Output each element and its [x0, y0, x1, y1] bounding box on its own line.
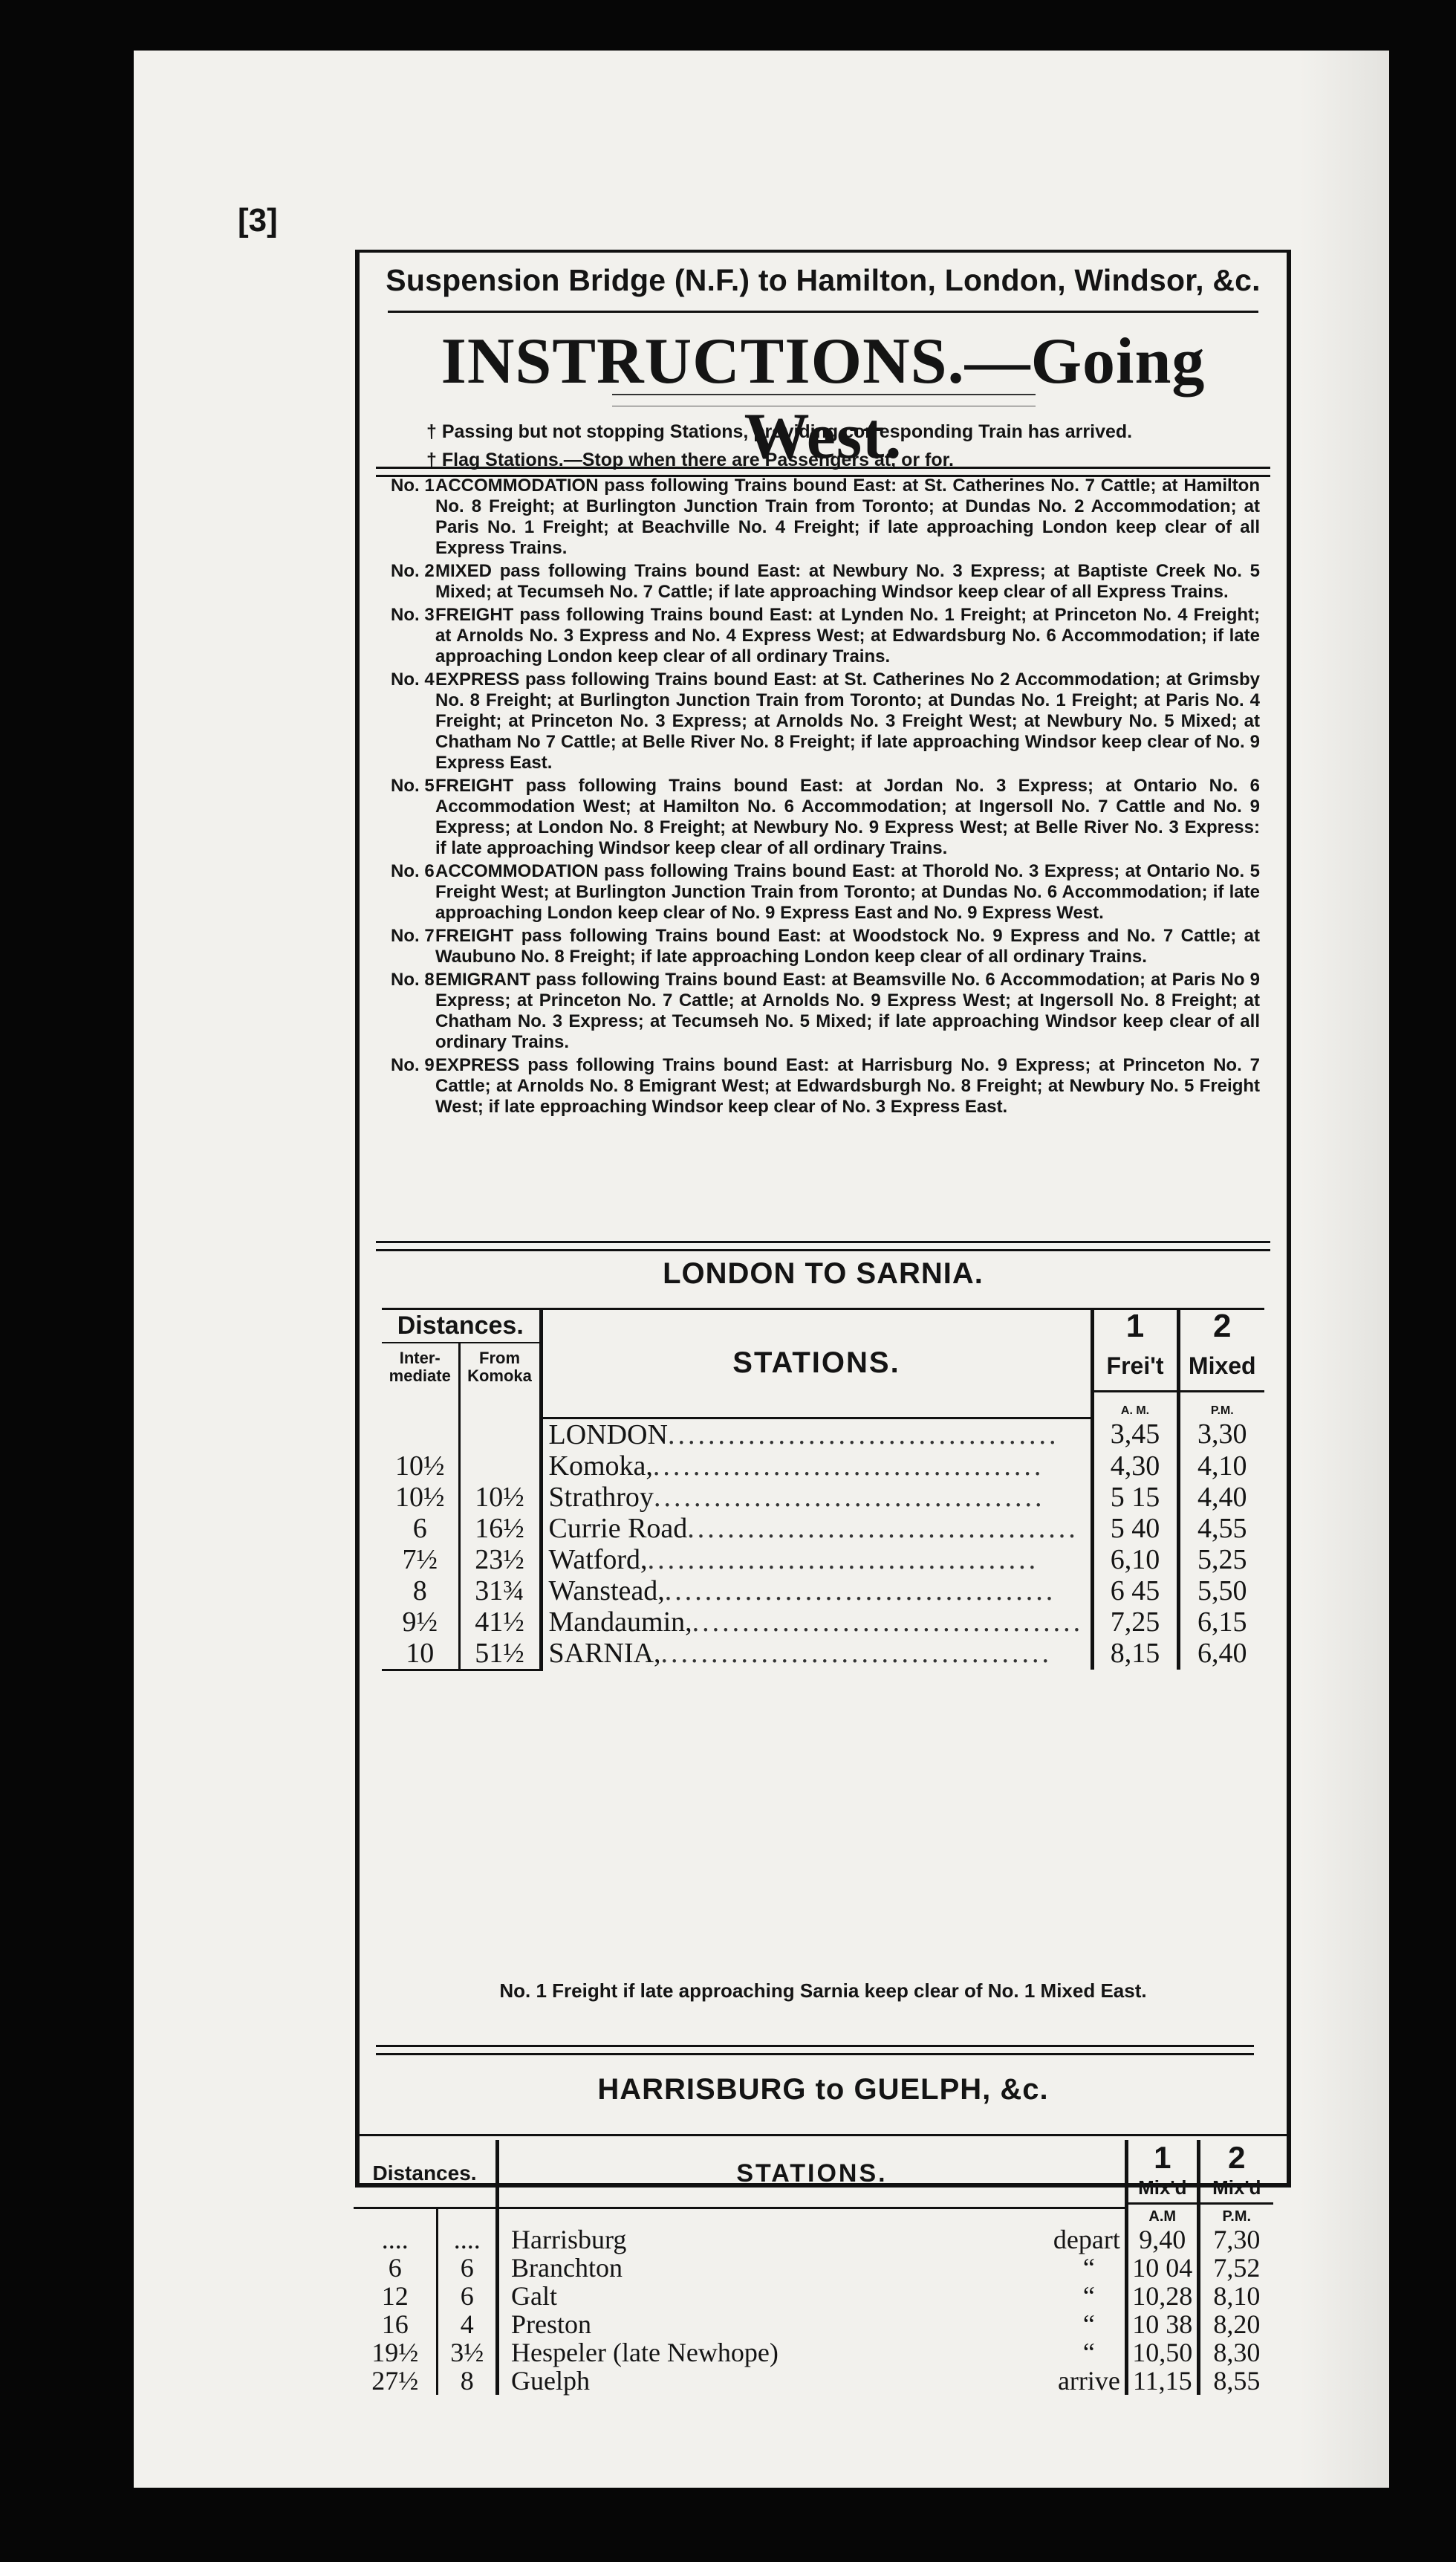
- train-2-time: 4,10: [1178, 1450, 1264, 1482]
- train-1-header: [1126, 2140, 1198, 2208]
- distances-header: Distances.: [382, 1309, 541, 1343]
- table-row: [354, 2254, 1273, 2282]
- section-distance: 3½: [438, 2338, 498, 2367]
- table-row: [382, 1513, 1264, 1544]
- instruction-note: [391, 605, 1260, 667]
- from-komoka-distance: [459, 1450, 541, 1482]
- station-cell: [541, 1575, 1092, 1606]
- note-text: EMIGRANT pass following Trains bound East: at Beamsville No. 6 Accommodation; at Paris No 9 Express; at Princeton No. 7 Cattle; at Arnolds No. 9 Express West; at Ingersoll No. 8 Freight; at Chatham No. 3 Express; at Tecumseh No. 5 Mixed; if late approaching Windsor keep clear of all ordinary Trains.: [435, 970, 1260, 1052]
- train-1-number: 1: [1092, 1309, 1178, 1343]
- harrisburg-guelph-title: HARRISBURG to GUELPH, &c.: [597, 2073, 1049, 2106]
- total-distance: 12: [381, 2281, 409, 2311]
- train-2-time: 5,25: [1178, 1544, 1264, 1575]
- note-number: No. 2: [391, 561, 435, 581]
- from-komoka-distance: 51½: [459, 1638, 541, 1670]
- intermediate-distance: 6: [412, 1512, 427, 1544]
- table-row: [382, 1544, 1264, 1575]
- train-1-time: 10 38: [1126, 2310, 1198, 2338]
- intermediate-distance: 9½: [402, 1606, 438, 1638]
- train-2-time: 8,20: [1198, 2310, 1273, 2338]
- station-cell: [541, 1544, 1092, 1575]
- train-1-time: 5 40: [1092, 1513, 1178, 1544]
- arrive-depart: “: [1082, 2253, 1095, 2283]
- train-2-number: 2: [1178, 1309, 1264, 1343]
- train-2-type: Mix'd: [1200, 2173, 1273, 2205]
- page-number: [3]: [238, 202, 278, 239]
- train-2-period: P.M.: [1198, 2208, 1273, 2226]
- arrive-depart: “: [1082, 2338, 1095, 2367]
- ornamental-rule: [612, 394, 1036, 406]
- train-2-time: 4,55: [1178, 1513, 1264, 1544]
- divider: [360, 2134, 1287, 2136]
- note-text: ACCOMMODATION pass following Trains bound East: at St. Catherines No. 7 Cattle; at Hamilton No. 8 Freight; at Burlington Junction Train from Toronto; at Dundas No. 2 Accommodation; at Paris No. 1 Freight; at Beachville No. 4 Freight; if late approaching London keep clear of all Express Trains.: [435, 476, 1260, 558]
- dot-leader: .......................................: [664, 1575, 1056, 1606]
- legend-flag: † Flag Stations.—Stop when there are Passengers at, or for.: [426, 450, 954, 470]
- note-text: FREIGHT pass following Trains bound East: at Woodstock No. 9 Express and No. 7 Cattle; at Waubuno No. 8 Freight; if late approaching London keep clear of all ordinary Trains.: [435, 926, 1260, 967]
- train-1-number: 1: [1154, 2140, 1171, 2176]
- intermediate-header: Inter-mediate: [389, 1349, 451, 1385]
- station-name: Guelph: [511, 2366, 591, 2396]
- train-2-time: 8,10: [1198, 2282, 1273, 2310]
- section-distance: 8: [438, 2367, 498, 2395]
- train-2-time: 4,40: [1178, 1482, 1264, 1513]
- train-1-time: 5 15: [1092, 1482, 1178, 1513]
- station-cell: [541, 1606, 1092, 1638]
- train-2-time: 6,15: [1178, 1606, 1264, 1638]
- timetable-frame: [355, 250, 1291, 2396]
- arrive-depart: depart: [1053, 2225, 1120, 2254]
- note-text: FREIGHT pass following Trains bound East: at Lynden No. 1 Freight; at Princeton No. 4 Freight; at Arnolds No. 3 Express and No. 4 Express West; at Edwardsburg No. 6 Accommodation; if late approaching London keep clear of all ordinary Trains.: [435, 605, 1260, 667]
- station-name: Harrisburg: [511, 2225, 627, 2254]
- train-1-time: 9,40: [1126, 2225, 1198, 2254]
- note-number: No. 3: [391, 605, 435, 625]
- intermediate-distance: 10½: [395, 1450, 445, 1482]
- stations-header: STATIONS.: [541, 1309, 1092, 1418]
- dot-leader: .......................................: [653, 1481, 1045, 1513]
- instruction-note: [391, 476, 1260, 559]
- table-row: [354, 2367, 1273, 2395]
- station-name: Galt: [511, 2281, 558, 2311]
- intermediate-distance: 10: [382, 1638, 459, 1670]
- note-text: FREIGHT pass following Trains bound East: at Jordan No. 3 Express; at Ontario No. 6 Accommodation West; at Hamilton No. 6 Accommodation; at Ingersoll No. 7 Cattle and No. 9 Express; at London No. 8 Freight; at Newbury No. 9 Express West; at Belle River No. 3 Express: if late approaching Windsor keep clear of all ordinary Trains.: [435, 776, 1260, 858]
- section-distance: 4: [438, 2310, 498, 2338]
- train-instructions: [391, 476, 1260, 1120]
- dot-leader: .......................................: [647, 1543, 1039, 1575]
- arrive-depart: “: [1082, 2309, 1095, 2339]
- table-row: [382, 1606, 1264, 1638]
- instruction-note: [391, 861, 1260, 924]
- section-distance: 6: [438, 2282, 498, 2310]
- dot-leader: .......................................: [652, 1450, 1044, 1482]
- train-2-time: 7,30: [1198, 2225, 1273, 2254]
- station-name: Komoka,: [548, 1450, 653, 1482]
- intermediate-distance: 7½: [402, 1543, 438, 1575]
- note-number: No. 9: [391, 1055, 435, 1075]
- train-2-period: P.M.: [1178, 1391, 1264, 1418]
- route-header: Suspension Bridge (N.F.) to Hamilton, London, Windsor, &c.: [386, 263, 1261, 297]
- legend-passing: † Passing but not stopping Stations, providing corresponding Train has arrived.: [426, 421, 1133, 442]
- station-name: Preston: [511, 2309, 592, 2339]
- note-number: No. 7: [391, 926, 435, 946]
- station-cell: [541, 1450, 1092, 1482]
- train-1-time: 4,30: [1092, 1450, 1178, 1482]
- distances-header: Distances.: [372, 2162, 477, 2185]
- arrive-depart: “: [1082, 2281, 1095, 2311]
- train-1-type: Frei't: [1092, 1343, 1178, 1391]
- table-row: [354, 2282, 1273, 2310]
- train-1-type: Mix'd: [1128, 2173, 1197, 2205]
- station-name: Watford,: [548, 1543, 648, 1575]
- station-cell: [498, 2225, 1127, 2254]
- train-2-type: Mixed: [1178, 1343, 1264, 1391]
- from-komoka-distance: 23½: [459, 1544, 541, 1575]
- dot-leader: .......................................: [667, 1418, 1059, 1450]
- train-1-time: 8,15: [1092, 1638, 1178, 1670]
- table-row: [354, 2338, 1273, 2367]
- double-rule: [376, 2045, 1254, 2055]
- note-text: MIXED pass following Trains bound East: at Newbury No. 3 Express; at Baptiste Creek No. 5 Mixed; at Tecumseh No. 7 Cattle; if late approaching Windsor keep clear of all Express Trains.: [435, 561, 1260, 602]
- divider: [388, 311, 1258, 313]
- instruction-note: [391, 970, 1260, 1053]
- station-cell: [541, 1638, 1092, 1670]
- station-cell: [498, 2282, 1127, 2310]
- station-name: Currie Road: [548, 1512, 688, 1544]
- from-komoka-header: From Komoka: [459, 1343, 541, 1391]
- section-distance: ....: [438, 2225, 498, 2254]
- instruction-note: [391, 926, 1260, 967]
- note-number: No. 8: [391, 970, 435, 990]
- station-name: Hespeler (late Newhope): [511, 2338, 779, 2367]
- station-name: Branchton: [511, 2253, 623, 2283]
- london-sarnia-title: LONDON TO SARNIA.: [663, 1257, 984, 1290]
- station-name: Wanstead,: [548, 1575, 665, 1606]
- note-number: No. 6: [391, 861, 435, 881]
- london-sarnia-note: No. 1 Freight if late approaching Sarnia keep clear of No. 1 Mixed East.: [499, 1979, 1147, 2002]
- section-distance: 6: [438, 2254, 498, 2282]
- note-text: ACCOMMODATION pass following Trains bound East: at Thorold No. 3 Express; at Ontario No. 5 Freight West; at Burlington Junction Train from Toronto; at Dundas No. 6 Accommodation; if late approaching London keep clear of No. 9 Express East and No. 9 Express West.: [435, 861, 1260, 923]
- note-number: No. 1: [391, 476, 435, 496]
- station-cell: [498, 2310, 1127, 2338]
- note-number: No. 5: [391, 776, 435, 796]
- instruction-note: [391, 561, 1260, 603]
- table-row: [354, 2225, 1273, 2254]
- total-distance: 27½: [371, 2366, 419, 2396]
- intermediate-distance: 8: [412, 1575, 427, 1606]
- station-name: LONDON: [548, 1418, 668, 1450]
- note-text: EXPRESS pass following Trains bound East: at Harrisburg No. 9 Express; at Princeton No. 7 Cattle; at Arnolds No. 8 Emigrant West; at Edwardsburgh No. 8 Freight; at Newbury No. 5 Freight West; if late epproaching Windsor keep clear of No. 3 Express East.: [435, 1055, 1260, 1117]
- train-2-time: 7,52: [1198, 2254, 1273, 2282]
- station-cell: [541, 1513, 1092, 1544]
- station-cell: [541, 1482, 1092, 1513]
- train-2-time: 5,50: [1178, 1575, 1264, 1606]
- table-row: [382, 1482, 1264, 1513]
- dot-leader: .......................................: [660, 1638, 1052, 1670]
- train-2-time: 8,30: [1198, 2338, 1273, 2367]
- train-1-time: 7,25: [1092, 1606, 1178, 1638]
- from-komoka-distance: 31¾: [459, 1575, 541, 1606]
- table-row: [382, 1575, 1264, 1606]
- from-komoka-distance: 41½: [459, 1606, 541, 1638]
- from-komoka-distance: 10½: [459, 1482, 541, 1513]
- london-sarnia-table: [382, 1309, 1264, 1671]
- station-name: Strathroy: [548, 1481, 654, 1513]
- note-text: EXPRESS pass following Trains bound East: at St. Catherines No 2 Accommodation; at Grimsby No. 8 Freight; at Burlington Junction Train from Toronto; at Dundas No. 1 Freight; at Paris No. 4 Freight; at Princeton No. 3 Express; at Arnolds No. 3 Freight West; at Newbury No. 5 Mixed; at Chatham No 7 Cattle; at Belle River No. 8 Freight; if late approaching Windsor keep clear of No. 9 Express East.: [435, 669, 1260, 773]
- train-1-time: 10 04: [1126, 2254, 1198, 2282]
- instruction-note: [391, 669, 1260, 774]
- instruction-note: [391, 776, 1260, 859]
- instruction-note: [391, 1055, 1260, 1118]
- arrive-depart: arrive: [1057, 2366, 1120, 2396]
- train-2-time: 3,30: [1178, 1418, 1264, 1450]
- total-distance: 19½: [371, 2338, 419, 2367]
- legend: [426, 418, 1229, 474]
- instructions-title: INSTRUCTIONS.—Going West.: [441, 325, 1206, 473]
- station-name: Mandaumin,: [548, 1606, 692, 1638]
- train-1-period: A. M.: [1092, 1391, 1178, 1418]
- harrisburg-guelph-table: [354, 2140, 1273, 2395]
- station-cell: [498, 2367, 1127, 2395]
- station-name: SARNIA,: [548, 1638, 661, 1670]
- train-2-time: 6,40: [1178, 1638, 1264, 1670]
- station-cell: [498, 2338, 1127, 2367]
- table-row: [382, 1418, 1264, 1450]
- station-cell: [541, 1418, 1092, 1450]
- intermediate-distance: 10½: [395, 1481, 445, 1513]
- double-rule: [376, 1241, 1270, 1251]
- train-1-time: 3,45: [1092, 1418, 1178, 1450]
- train-1-period: A.M: [1126, 2208, 1198, 2226]
- table-row: [354, 2310, 1273, 2338]
- train-1-time: 6 45: [1092, 1575, 1178, 1606]
- total-distance: 16: [381, 2309, 409, 2339]
- table-row: [382, 1450, 1264, 1482]
- station-cell: [498, 2254, 1127, 2282]
- train-2-header: [1198, 2140, 1273, 2208]
- stations-header: STATIONS.: [498, 2140, 1127, 2208]
- total-distance: 6: [388, 2253, 402, 2283]
- train-1-time: 6,10: [1092, 1544, 1178, 1575]
- intermediate-distance: [382, 1418, 459, 1450]
- from-komoka-distance: 16½: [459, 1513, 541, 1544]
- dot-leader: .......................................: [687, 1512, 1079, 1544]
- note-number: No. 4: [391, 669, 435, 690]
- train-1-time: 11,15: [1126, 2367, 1198, 2395]
- from-komoka-distance: [459, 1418, 541, 1450]
- total-distance: ....: [381, 2225, 409, 2254]
- train-2-time: 8,55: [1198, 2367, 1273, 2395]
- train-2-number: 2: [1228, 2140, 1246, 2176]
- table-row: [382, 1638, 1264, 1670]
- train-1-time: 10,50: [1126, 2338, 1198, 2367]
- dot-leader: .......................................: [692, 1606, 1084, 1638]
- train-1-time: 10,28: [1126, 2282, 1198, 2310]
